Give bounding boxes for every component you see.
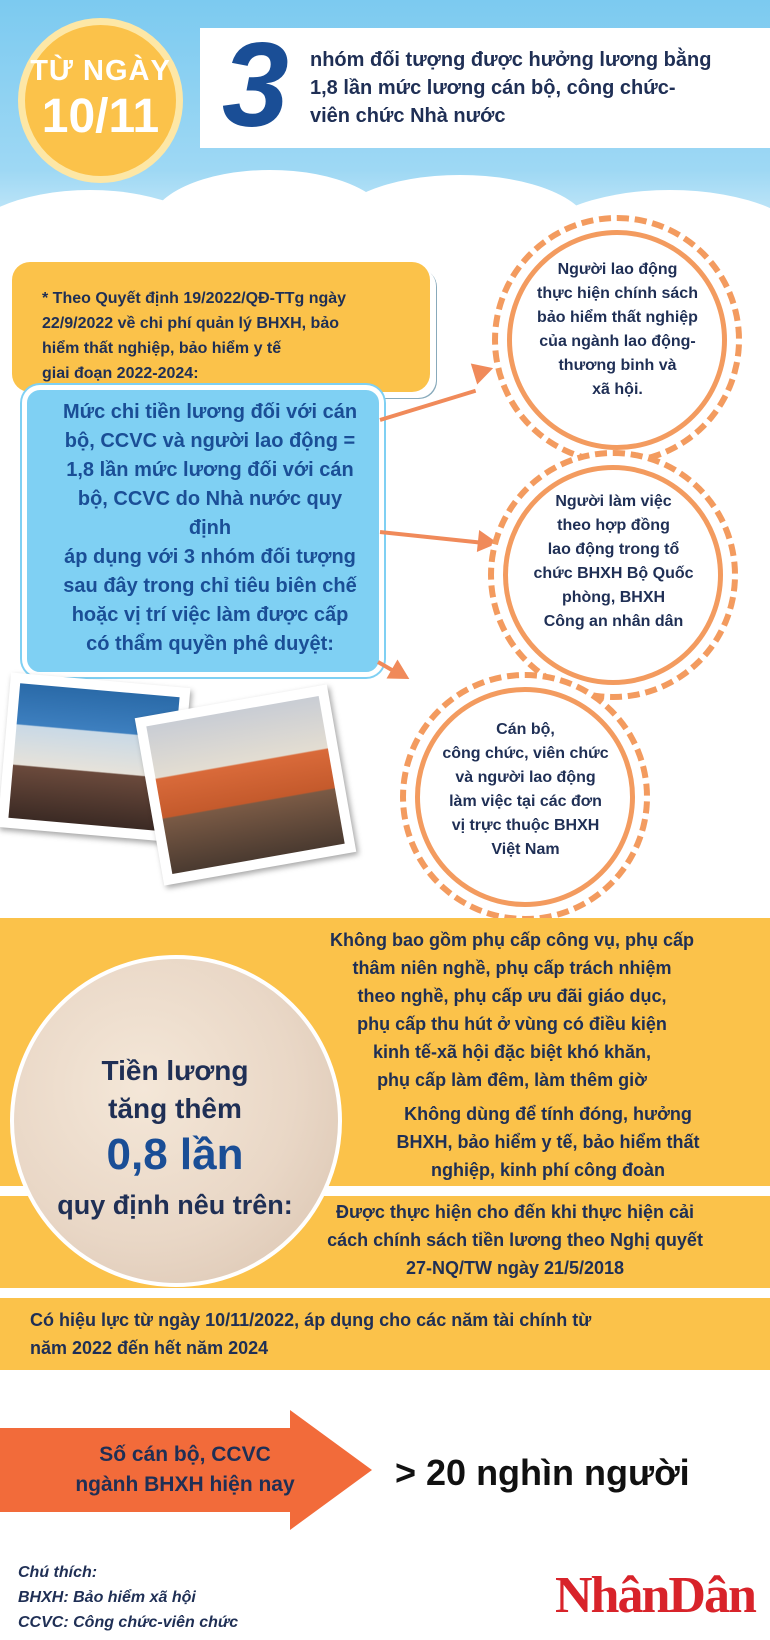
group-line: công chức, viên chức	[442, 745, 609, 762]
group-line: của ngành lao động-	[539, 333, 696, 350]
date-label: TỪ NGÀY	[30, 55, 171, 87]
main-line: hoặc vị trí việc làm được cấp	[71, 604, 349, 626]
group-line: bảo hiểm thất nghiệp	[537, 309, 698, 326]
header-title	[310, 46, 750, 130]
note-line: theo nghề, phụ cấp ưu đãi giáo dục,	[357, 986, 667, 1006]
group-line: Việt Nam	[491, 841, 560, 858]
group-line: Cán bộ,	[496, 721, 555, 738]
office-photo-2	[135, 684, 357, 885]
group-2-text	[506, 490, 721, 634]
note-line: BHXH, bảo hiểm y tế, bảo hiểm thất	[396, 1132, 700, 1152]
main-line: có thẩm quyền phê duyệt:	[86, 633, 334, 655]
note-1	[272, 926, 752, 1094]
group-line: Công an nhân dân	[543, 613, 684, 630]
increase-line1: Tiền lương	[101, 1055, 249, 1086]
group-line: Người lao động	[557, 261, 678, 278]
decision-line: giai đoạn 2022-2024:	[42, 365, 199, 382]
note-line: phụ cấp làm đêm, làm thêm giờ	[377, 1070, 647, 1090]
note-line: kinh tế-xã hội đặc biệt khó khăn,	[372, 1042, 652, 1062]
note-line: phụ cấp thu hút ở vùng có điều kiện	[357, 1014, 667, 1034]
increase-label	[40, 1052, 310, 1128]
note-2	[348, 1100, 748, 1184]
group-1-text	[510, 258, 725, 402]
note-line: nghiệp, kinh phí công đoàn	[431, 1160, 665, 1180]
group-line: theo hợp đồng	[557, 517, 670, 534]
staff-label-line: Số cán bộ, CCVC	[99, 1443, 271, 1466]
note-line: Không dùng để tính đóng, hưởng	[404, 1104, 692, 1124]
increase-line2: tăng thêm	[108, 1093, 242, 1124]
header-title-line: viên chức Nhà nước	[310, 105, 506, 127]
staff-count: > 20 nghìn người	[395, 1452, 690, 1493]
increase-line3: quy định nêu trên:	[57, 1190, 293, 1220]
group-line: thực hiện chính sách	[537, 285, 698, 302]
note-line: Có hiệu lực từ ngày 10/11/2022, áp dụng cho các năm tài chính từ	[30, 1310, 592, 1330]
main-line: sau đây trong chỉ tiêu biên chế	[63, 575, 357, 597]
increase-amount: 0,8 lần	[106, 1130, 244, 1179]
main-text	[30, 398, 390, 659]
decision-line: hiểm thất nghiệp, bảo hiểm y tế	[42, 340, 282, 357]
legend	[18, 1560, 238, 1635]
group-line: vị trực thuộc BHXH	[451, 817, 600, 834]
group-line: thương binh và	[558, 357, 677, 374]
decision-line: 22/9/2022 về chi phí quản lý BHXH, bảo	[42, 315, 339, 332]
main-line: Mức chi tiền lương đối với cán	[62, 401, 358, 423]
note-line: cách chính sách tiền lương theo Nghị quyết	[327, 1230, 703, 1250]
group-line: xã hội.	[592, 381, 643, 398]
main-line: 1,8 lần mức lương đối với cán	[66, 459, 354, 481]
note-line: Không bao gồm phụ cấp công vụ, phụ cấp	[330, 930, 694, 950]
group-count-number: 3	[222, 18, 289, 152]
staff-label	[40, 1440, 330, 1500]
group-line: phòng, BHXH	[561, 589, 666, 606]
date-value: 10/11	[41, 90, 160, 143]
group-line: lao động trong tổ	[547, 541, 680, 558]
note-3	[280, 1198, 750, 1282]
legend-item: CCVC: Công chức-viên chức	[18, 1614, 239, 1631]
main-line: bộ, CCVC và người lao động =	[64, 430, 356, 452]
group-line: và người lao động	[455, 769, 596, 786]
group-line: làm việc tại các đơn	[449, 793, 602, 810]
group-line: chức BHXH Bộ Quốc	[533, 565, 694, 582]
legend-item: BHXH: Bảo hiểm xã hội	[18, 1589, 196, 1606]
date-badge	[18, 18, 183, 183]
note-4	[30, 1306, 740, 1362]
legend-title: Chú thích:	[18, 1564, 98, 1581]
main-line: áp dụng với 3 nhóm đối tượng	[64, 546, 356, 568]
note-line: thâm niên nghề, phụ cấp trách nhiệm	[352, 958, 672, 978]
note-line: năm 2022 đến hết năm 2024	[30, 1338, 269, 1358]
decision-line: * Theo Quyết định 19/2022/QĐ-TTg ngày	[42, 290, 347, 307]
nhandan-logo: NhânDân	[555, 1567, 755, 1624]
note-line: Được thực hiện cho đến khi thực hiện cải	[336, 1202, 694, 1222]
note-line: 27-NQ/TW ngày 21/5/2018	[405, 1258, 625, 1278]
staff-label-line: ngành BHXH hiện nay	[75, 1473, 295, 1496]
group-3-text	[418, 718, 633, 862]
header-title-line: nhóm đối tượng được hưởng lương bằng	[310, 49, 712, 71]
main-line: định	[188, 517, 232, 539]
decision-text	[42, 286, 412, 386]
header-title-line: 1,8 lần mức lương cán bộ, công chức-	[310, 77, 676, 99]
group-line: Người làm việc	[555, 493, 672, 510]
main-line: bộ, CCVC do Nhà nước quy	[77, 488, 343, 510]
